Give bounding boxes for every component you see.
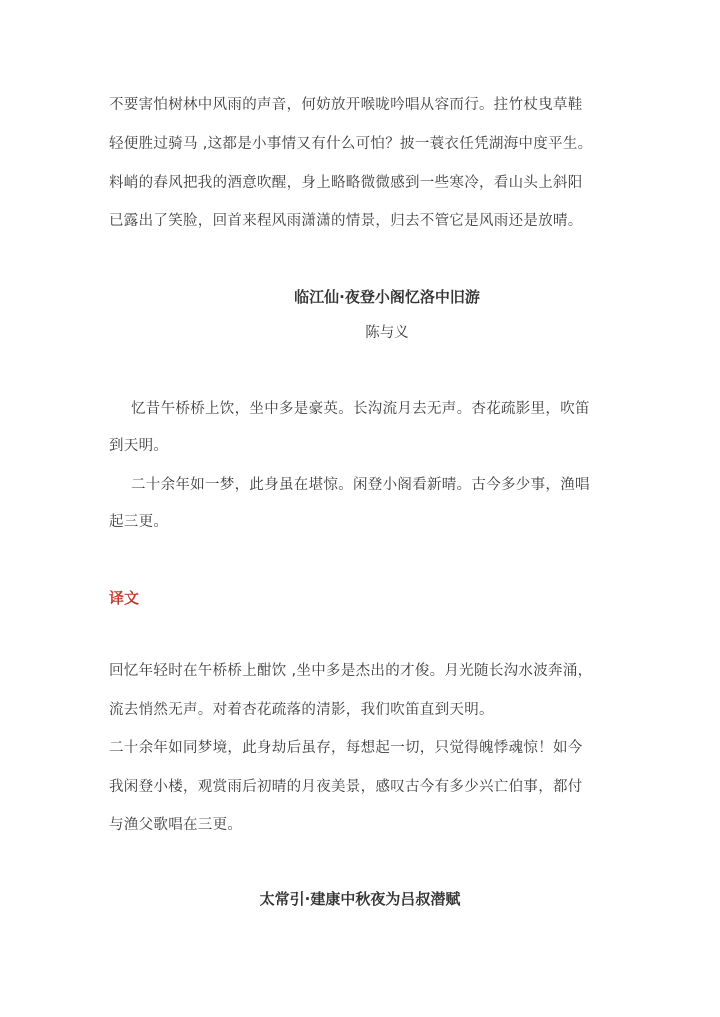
poem-title: 临江仙·夜登小阁忆洛中旧游 xyxy=(294,288,480,306)
translation-line: 我闲登小楼，观赏雨后初晴的月夜美景，感叹古今有多少兴亡伯事，都付 xyxy=(109,779,583,795)
poem-line: 到天明。 xyxy=(109,438,169,454)
translation-heading: 译文 xyxy=(109,589,140,607)
translation-line: 流去悄然无声。对着杏花疏落的清影，我们吹笛直到天明。 xyxy=(109,702,494,718)
prev-translation-line: 已露出了笑脸，回首来程风雨潇潇的情景，归去不管它是风雨还是放晴。 xyxy=(109,213,583,229)
translation-line: 与渔父歌唱在三更。 xyxy=(109,817,243,833)
poem-author: 陈与义 xyxy=(365,325,409,341)
translation-line: 二十余年如同梦境，此身劫后虽存，每想起一切，只觉得魄悸魂惊！如今 xyxy=(109,740,583,756)
prev-translation-line: 轻便胜过骑马 ,这都是小事情又有什么可怕？披一蓑衣任凭湖海中度平生。 xyxy=(109,136,593,152)
poem-line: 二十余年如一梦，此身虽在堪惊。闲登小阁看新晴。古今多少事，渔唱 xyxy=(131,477,590,493)
prev-translation-line: 不要害怕树林中风雨的声音，何妨放开喉咙吟唱从容而行。拄竹杖曳草鞋 xyxy=(109,97,583,113)
poem-line: 忆昔午桥桥上饮，坐中多是豪英。长沟流月去无声。杏花疏影里，吹笛 xyxy=(131,401,590,417)
translation-line: 回忆年轻时在午桥桥上酣饮 ,坐中多是杰出的才俊。月光随长沟水波奔涌， xyxy=(109,663,593,679)
poem-line: 起三更。 xyxy=(109,514,169,530)
prev-translation-line: 料峭的春风把我的酒意吹醒，身上略略微微感到一些寒冷，看山头上斜阳 xyxy=(109,175,583,191)
next-poem-title: 太常引·建康中秋夜为吕叔潜赋 xyxy=(259,890,461,908)
